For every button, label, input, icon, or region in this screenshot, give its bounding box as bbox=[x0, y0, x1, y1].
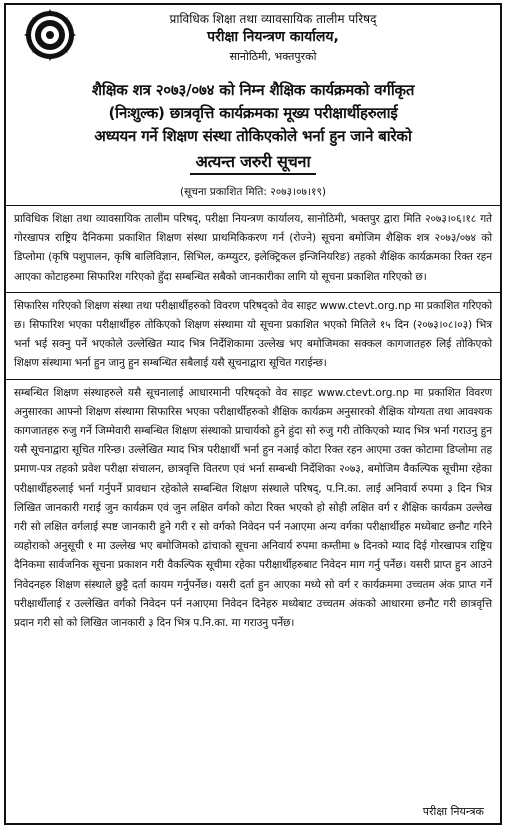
paragraph-2: सिफारिस गरिएको शिक्षण संस्था तथा परीक्षार्थीहरुको विवरण परिषद्को वेव साइट www.ctevt.org.np मा प्रकाशित गरिएको छ। सिफारिश भएका परीक्षार्थीहरु तोकिएको शिक्षण संस्थामा यो सूचना प्रकाशित भएको मितिले १५ दिन (२०७३।०८।०३) भित्र भर्ना भई सक्नु पर्ने भएकोले उल्लेखित म्याद भित्र निर्देशिकामा उल्लेख भए बमोजिमका सक्कल कागजातहरु लिई तोकिएको शिक्षण संस्थामा भर्ना हुन जानु हुन सम्बन्धित सबैलाई यसै सूचनाद्वारा सूचित गराईन्छ। bbox=[14, 299, 492, 370]
notice-title-line-1: शैक्षिक शत्र २०७३/०७४ को निम्न शैक्षिक कार्यक्रमको वर्गीकृत bbox=[91, 81, 415, 99]
divider bbox=[6, 379, 500, 380]
publish-date: (सूचना प्रकाशित मिति: २०७३।०७।१९) bbox=[180, 186, 326, 198]
notice-heading: अत्यन्त जरुरी सूचना bbox=[190, 150, 317, 175]
office-location: सानोठिमी, भक्तपुरको bbox=[229, 50, 317, 63]
divider bbox=[6, 292, 500, 293]
notice-page bbox=[4, 3, 502, 825]
divider bbox=[6, 205, 500, 206]
paragraph-3: सम्बन्धित शिक्षण संस्थाहरुले यसै सूचनालाई आधारमानी परिषद्को वेव साइट www.ctevt.org.np मा प्रकाशित विवरण अनुसारका आफ्नो शिक्षण संस्थामा सिफारिस भएका परीक्षार्थीहरुको शैक्षिक कार्यक्रम अनुसारको शैक्षिक योग्यता तथा आवश्यक कागजातहरु रुजु गर्ने जिम्मेवारी सम्बन्धित शिक्षण संस्थाको प्राचार्यको हुने हुंदा सो रुजु गरी तोकिएको म्याद भित्र भर्ना गराउनु हुन यसै सूचनाद्वारा सूचित गरिन्छ। उल्लेखित म्याद भित्र परीक्षार्थी भर्ना हुन नआई कोटा रिक्त रहन आएमा उक्त कोटामा डिप्लोमा तह प्रमाण-पत्र तहको प्रवेश परीक्षा संचालन, छात्रवृत्ति वितरण एवं भर्ना सम्बन्धी निर्देशिका २०७३, बमोजिम वैकल्पिक सूचीमा रहेका परीक्षार्थीहरुलाई भर्ना गर्नुपर्ने प्रावधान रहेकोले सम्बन्धित शिक्षण संस्थाले परिषद्, प.नि.का. लाई अनिवार्य रुपमा ३ दिन भित्र लिखित जानकारी गराई जुन कार्यक्रम एवं जुन लक्षित वर्गको कोटा रिक्त भएको हो सोही लक्षित वर्ग र शैक्षिक कार्यक्रम उल्लेख गरी सो लक्षित वर्गलाई स्पष्ट जानकारी हुने गरी र सो वर्गको निवेदन पर्न नआएमा अन्य वर्गका परीक्षार्थीहरु मध्येबाट छनौट गरिने व्यहोराको अनुसूची १ मा उल्लेख भए बमोजिमको ढांचाको सूचना अनिवार्य रुपमा कम्तीमा ७ दिनको म्याद दिई गोरखापत्र राष्ट्रिय दैनिकमा सार्वजनिक सूचना प्रकाशन गरी वैकल्पिक सूचीमा रहेका परीक्षार्थीहरुबाट निवेदन माग गर्नु पर्नेछ। यसरी प्राप्त हुन आउने निवेदनहरु शिक्षण संस्थाले छुट्टै दर्ता कायम गर्नुपर्नेछ। यसरी दर्ता हुन आएका मध्ये सो वर्ग र कार्यक्रममा उच्चतम अंक प्राप्त गर्ने परीक्षार्थीलाई र उल्लेखित वर्गको निवेदन पर्न नआएमा निवेदन दिनेहरु मध्येबाट उच्चतम अंकको आधारमा छनौट गरी छात्रवृत्ति प्रदान गरी सो को लिखित जानकारी ३ दिन भित्र प.नि.का. मा गराउनु पर्नेछ। bbox=[14, 386, 492, 630]
office-name: परीक्षा नियन्त्रण कार्यालय, bbox=[207, 29, 339, 45]
org-name: प्राविधिक शिक्षा तथा व्यावसायिक तालीम परिषद् bbox=[169, 12, 377, 26]
paragraph-1: प्राविधिक शिक्षा तथा व्यावसायिक तालीम परिषद्, परीक्षा नियन्त्रण कार्यालय, सानोठिमी, भक्तपुर द्वारा मिति २०७३।०६।१८ गते गोरखापत्र राष्ट्रिय दैनिकमा प्रकाशित शिक्षण संस्था प्राथमिकिकरण गर्न (रोज्ने) सूचना बमोजिम शैक्षिक शत्र २०७३/०७४ को डिप्लोमा (कृषि पशुपालन, कृषि बालिविज्ञान, सिभिल, कम्प्युटर, इलेक्ट्रिकल इन्जिनियरिङ) तहको शैक्षिक कार्यक्रमका रिक्त रहन आएका कोटाहरुमा सिफारिश गरिएको हुँदा सम्बन्धित सबैको जानकारीका लागि यो सूचना प्रकाशित गरिएको छ। bbox=[14, 213, 492, 283]
notice-header bbox=[6, 5, 500, 79]
notice-title-line-2: (निःशुल्क) छात्रवृत्ति कार्यक्रमका मूख्य परीक्षार्थीहरुलाई bbox=[108, 104, 398, 122]
signature: परीक्षा नियन्त्रक bbox=[422, 805, 484, 818]
notice-title-line-3: अध्ययन गर्ने शिक्षण संस्था तोकिएकोले भर्ना हुन जाने बारेको bbox=[94, 127, 412, 145]
